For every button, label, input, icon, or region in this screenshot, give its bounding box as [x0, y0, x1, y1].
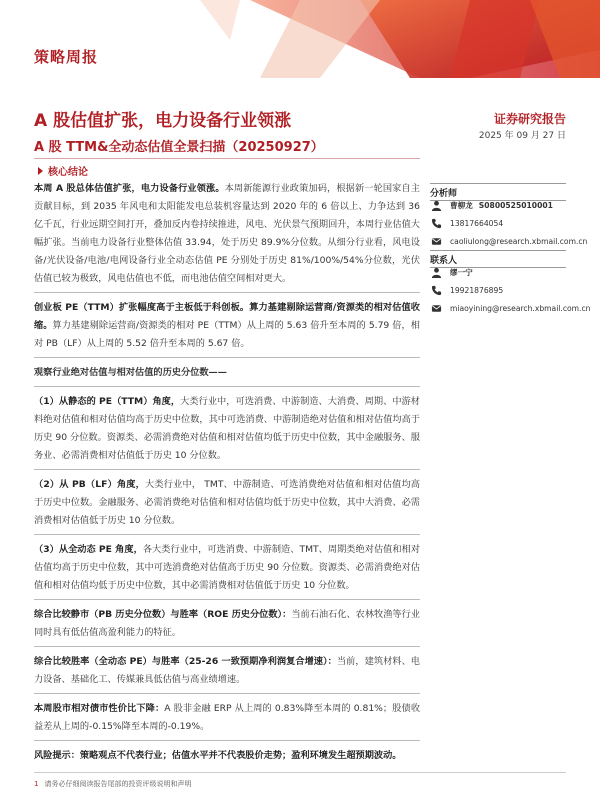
- paragraph: [34, 393, 420, 465]
- phone-icon: [430, 217, 442, 229]
- paragraph-text: 当前，建筑材料、电力设备、基础化工、传媒兼具低估值与高业绩增速。: [34, 656, 420, 685]
- analyst-phone: 13817664054: [450, 218, 504, 228]
- contact-label: 联系人: [430, 256, 458, 266]
- paragraph-divider: [34, 386, 420, 387]
- paragraph-text: 当前石油石化、农林牧渔等行业同时具有低估值高盈利能力的特征。: [34, 609, 420, 638]
- footer: [34, 779, 191, 789]
- paragraph-text: 各大类行业中，可选消费、中游制造、TMT、周期类绝对估值和相对估值均高于历史中位数，其中可选消费绝对估值高于历史 90 分位数。资源类、必需消费绝对估值和相对估值均低于历史中位数，其中必需消费相对估值低于历史 10 分位数。: [34, 544, 420, 591]
- contact-name-row: [430, 263, 570, 281]
- section-heading-text: 核心结论: [48, 167, 88, 178]
- paragraph-divider: [34, 599, 420, 600]
- paragraph-text: 算力基建剔除运营商/资源类的相对 PE（TTM）从上周的 5.63 倍升至本周的 5.79 倍，相对 PB（LF）从上周的 5.52 倍升至本周的 5.67 倍。: [34, 320, 420, 349]
- footer-disclaimer: 请务必仔细阅读报告尾部的投资评级说明和声明: [44, 780, 192, 788]
- email-icon: [430, 235, 442, 247]
- analyst-name: 曹柳龙: [450, 200, 473, 210]
- contact-email[interactable]: miaoyining@research.xbmail.com.cn: [450, 303, 591, 313]
- paragraph-lead: 综合比较静市（PB 历史分位数）与胜率（ROE 历史分位数）：: [34, 609, 292, 620]
- brand-title: 策略周报: [34, 48, 99, 66]
- analyst-email-row[interactable]: [430, 232, 588, 250]
- paragraph-lead: （1）从静态的 PE（TTM）角度，: [34, 396, 181, 407]
- observation-heading: 观察行业绝对估值与相对估值的历史分位数——: [34, 367, 227, 378]
- paragraph-lead: （3）从全动态 PE 角度，: [34, 544, 143, 555]
- paragraph-divider: [34, 534, 420, 535]
- page-number: 1: [34, 780, 39, 788]
- email-icon: [430, 302, 442, 314]
- paragraph: [34, 299, 420, 353]
- page-subtitle: A 股 TTM&全动态估值全景扫描（20250927）: [34, 140, 324, 155]
- report-type-label: 证券研究报告: [493, 112, 566, 126]
- sidebar-rule: [430, 250, 566, 251]
- contact-name: 缪一宁: [450, 267, 473, 277]
- paragraph-lead: 综合比较胜率（全动态 PE）与胜率（25-26 一致预期净利润复合增速）：: [34, 656, 337, 667]
- paragraph-divider: [34, 469, 420, 470]
- contact-phone-row: [430, 281, 570, 299]
- paragraph-divider: [34, 357, 420, 358]
- analyst-email[interactable]: caoliulong@research.xbmail.com.cn: [450, 236, 588, 246]
- paragraph-lead: （2）从 PB（LF）角度，: [34, 479, 146, 490]
- analyst-name-row: [430, 196, 570, 214]
- person-icon: [430, 199, 442, 211]
- paragraph: [34, 180, 420, 288]
- paragraph: [34, 606, 420, 642]
- risk-warning-text: 风险提示：策略观点不代表行业；估值水平并不代表股价走势；盈利环境发生超预期波动。: [34, 750, 402, 761]
- paragraph: [34, 476, 420, 530]
- risk-warning: [34, 747, 420, 765]
- paragraph-divider: [34, 740, 420, 741]
- contact-phone: 19921876895: [450, 285, 504, 295]
- section-heading: [38, 163, 88, 178]
- paragraph-lead: 本周 A 股总体估值扩张，电力设备行业领涨。: [34, 183, 225, 194]
- phone-icon: [430, 284, 442, 296]
- paragraph-divider: [34, 646, 420, 647]
- paragraph: [34, 541, 420, 595]
- paragraph: [34, 700, 420, 736]
- contact-email-row[interactable]: [430, 299, 591, 317]
- contact-card: [430, 263, 591, 317]
- paragraph-divider: [34, 693, 420, 694]
- report-date: 2025 年 09 月 27 日: [478, 131, 566, 141]
- paragraph-divider: [34, 292, 420, 293]
- page-title: A 股估值扩张，电力设备行业领涨: [34, 111, 292, 131]
- footer-divider: [34, 772, 566, 773]
- header-banner: [0, 0, 600, 78]
- paragraph-lead: 本周股市相对债市性价比下降：: [34, 703, 165, 714]
- title-divider: [34, 158, 420, 159]
- person-icon: [430, 266, 442, 278]
- paragraph-text: 大类行业中，可选消费、中游制造、大消费、周期、中游材料绝对估值和相对估值均高于历史中位数，其中可选消费、中游制造绝对估值和相对估值均高于历史 90 分位数。资源类、必需消费绝对估值和相对估值均低于历史中位数，其中金融服务、服务业、必需消费相对估值低于历史 10 分位数。: [34, 396, 420, 461]
- analyst-cert-number: S0800525010001: [478, 200, 553, 210]
- sidebar-rule: [430, 183, 566, 184]
- analyst-label: 分析师: [430, 189, 458, 199]
- report-body: [34, 180, 420, 769]
- paragraph-lead: 创业板 PE（TTM）扩张幅度高于主板低于科创板。算力基建剔除运营商/资源类的相对估值收缩。: [34, 302, 420, 331]
- analyst-card: [430, 196, 588, 250]
- paragraph-text: 本周新能源行业政策加码，根据新一轮国家自主贡献目标，到 2035 年风电和太阳能发电总装机容量达到 2020 年的 6 倍以上、力争达到 36 亿千瓦，行业远期空间打开，叠加反内卷持续推进，风电、光伏景气预期回升，本周行业估值大幅扩张。当前电力设备行业整体估值 33.94，处于历史 89.9%分位数。从细分行业看，风电设备/光伏设备/电池/电网设备行业全动态估值 PE 分别处于历史 81%/100%/54%分位数，光伏估值已较为极致，风电估值也不低，而电池估值空间相对更大。: [34, 183, 420, 284]
- paragraph: [34, 653, 420, 689]
- paragraph-text: A 股非金融 ERP 从上周的 0.83%降至本周的 0.81%；股债收益差从上周的-0.15%降至本周的-0.19%。: [34, 703, 421, 732]
- analyst-phone-row: [430, 214, 570, 232]
- triangle-bullet-icon: [38, 167, 43, 175]
- paragraph-text: 大类行业中， TMT、中游制造、可选消费绝对估值和相对估值均高于历史中位数。金融服务、必需消费绝对估值和相对估值均低于历史中位数，其中大消费、必需消费相对估值低于历史 10 分位数。: [34, 479, 420, 526]
